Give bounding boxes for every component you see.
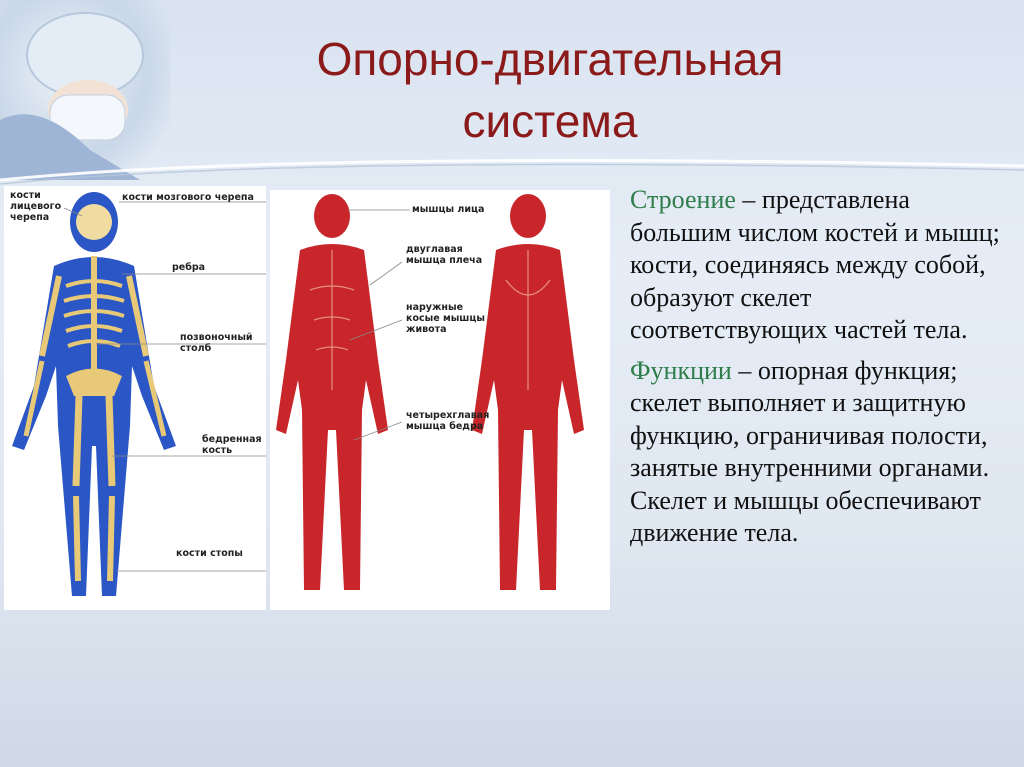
- slide-title: [200, 28, 900, 152]
- label-oblique: наружные косые мышцы живота: [406, 302, 486, 335]
- title-line-1: Опорно-двигательная: [316, 33, 784, 85]
- label-ribs: ребра: [172, 262, 206, 273]
- label-quadriceps: четырехглавая мышца бедра: [406, 410, 490, 432]
- structure-keyword: Строение: [630, 185, 736, 214]
- label-face-muscles: мышцы лица: [412, 204, 485, 215]
- content-text: [630, 184, 1015, 558]
- functions-description: – опорная функция; скелет выполняет и защитную функцию, ограничивая полости, занятые внутренними органами. Скелет и мышцы обеспечивают движение тела.: [630, 355, 990, 547]
- structure-description: – представлена большим числом костей и мышц; кости, соединяясь между собой, образуют скелет соответствующих частей тела.: [630, 185, 1000, 344]
- label-foot-bones: кости стопы: [176, 548, 243, 559]
- functions-keyword: Функции: [630, 355, 732, 385]
- label-biceps: двуглавая мышца плеча: [406, 244, 483, 266]
- muscle-illustration: [270, 190, 610, 610]
- title-line-2: система: [462, 95, 638, 147]
- label-brain-bones: кости мозгового черепа: [122, 192, 254, 203]
- label-spine: позвоночный столб: [180, 332, 253, 354]
- label-femur: бедренная кость: [202, 434, 262, 456]
- skeleton-illustration: [4, 186, 266, 610]
- functions-paragraph: [630, 355, 1015, 550]
- label-face-bones: кости лицевого черепа: [10, 190, 62, 223]
- structure-paragraph: [630, 184, 1015, 347]
